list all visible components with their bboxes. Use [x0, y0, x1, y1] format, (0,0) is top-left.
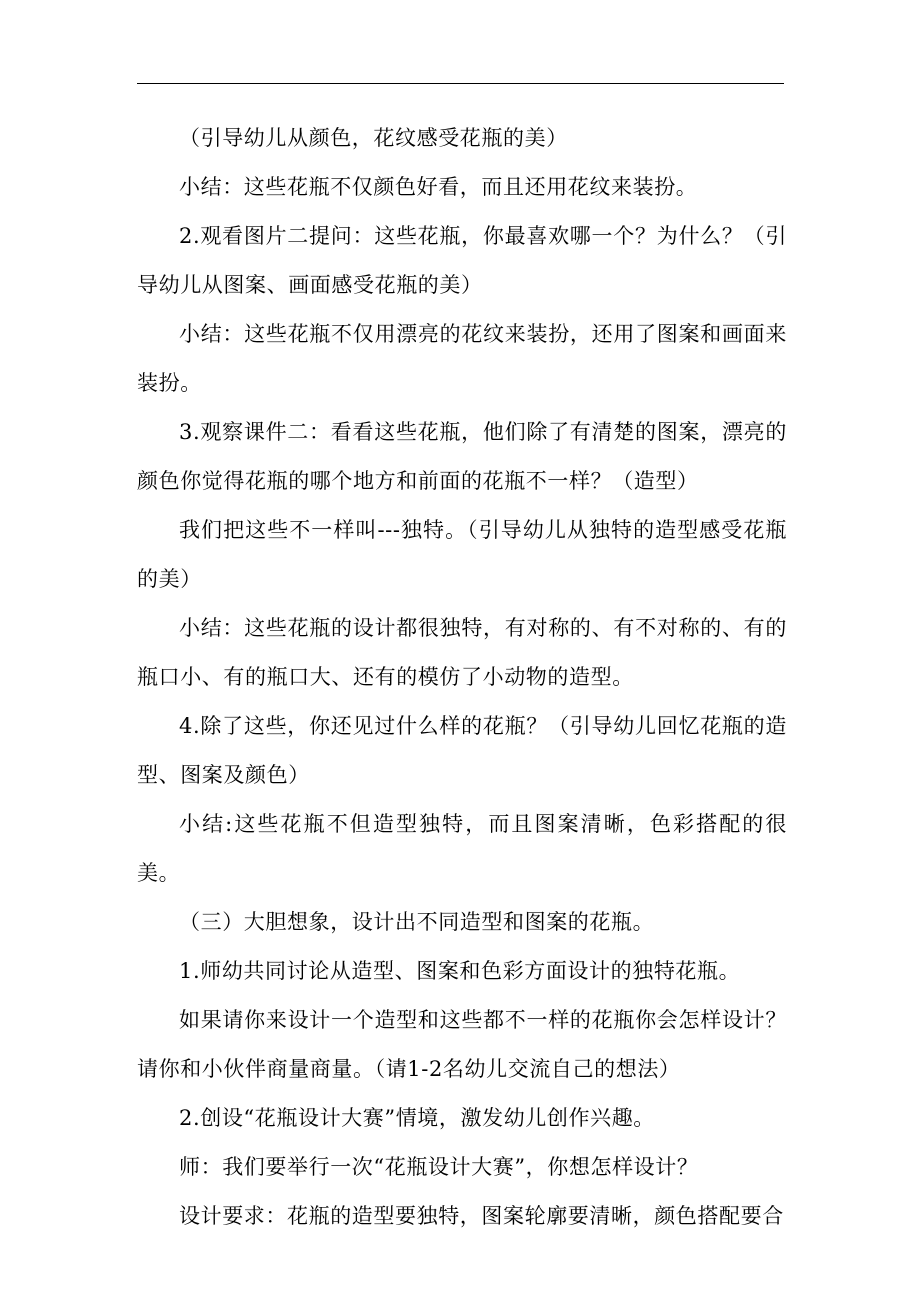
paragraph: 师：我们要举行一次“花瓶设计大赛”，你想怎样设计？ [179, 1155, 699, 1179]
paragraph: 设计要求：花瓶的造型要独特，图案轮廓要清晰，颜色搭配要合 [179, 1204, 784, 1228]
paragraph: 2.创设“花瓶设计大赛”情境，激发幼儿创作兴趣。 [179, 1106, 655, 1130]
paragraph: 我们把这些不一样叫---独特。（引导幼儿从独特的造型感受花瓶的美） [137, 518, 787, 591]
paragraph: 如果请你来设计一个造型和这些都不一样的花瓶你会怎样设计？请你和小伙伴商量商量。（请1-2名幼儿交流自己的想法） [137, 1008, 787, 1081]
paragraph: 小结：这些花瓶的设计都很独特，有对称的、有不对称的、有的瓶口小、有的瓶口大、还有的模仿了小动物的造型。 [137, 616, 787, 689]
paragraph: （三）大胆想象，设计出不同造型和图案的花瓶。 [179, 910, 655, 934]
paragraph: （引导幼儿从颜色，花纹感受花瓶的美） [179, 126, 568, 150]
paragraph: 小结：这些花瓶不仅颜色好看，而且还用花纹来装扮。 [179, 175, 698, 199]
paragraph: 1.师幼共同讨论从造型、图案和色彩方面设计的独特花瓶。 [179, 959, 741, 983]
paragraph: 小结：这些花瓶不仅用漂亮的花纹来装扮，还用了图案和画面来装扮。 [137, 322, 787, 395]
paragraph: 2.观看图片二提问：这些花瓶，你最喜欢哪一个？为什么？（引导幼儿从图案、画面感受花瓶的美） [137, 224, 787, 297]
paragraph: 小结:这些花瓶不但造型独特，而且图案清晰，色彩搭配的很美。 [137, 812, 787, 885]
paragraph: 4.除了这些，你还见过什么样的花瓶？（引导幼儿回忆花瓶的造型、图案及颜色） [137, 714, 787, 787]
document-body [137, 114, 787, 1241]
header-rule [137, 83, 784, 84]
paragraph: 3.观察课件二：看看这些花瓶，他们除了有清楚的图案，漂亮的颜色你觉得花瓶的哪个地方和前面的花瓶不一样？（造型） [137, 420, 787, 493]
